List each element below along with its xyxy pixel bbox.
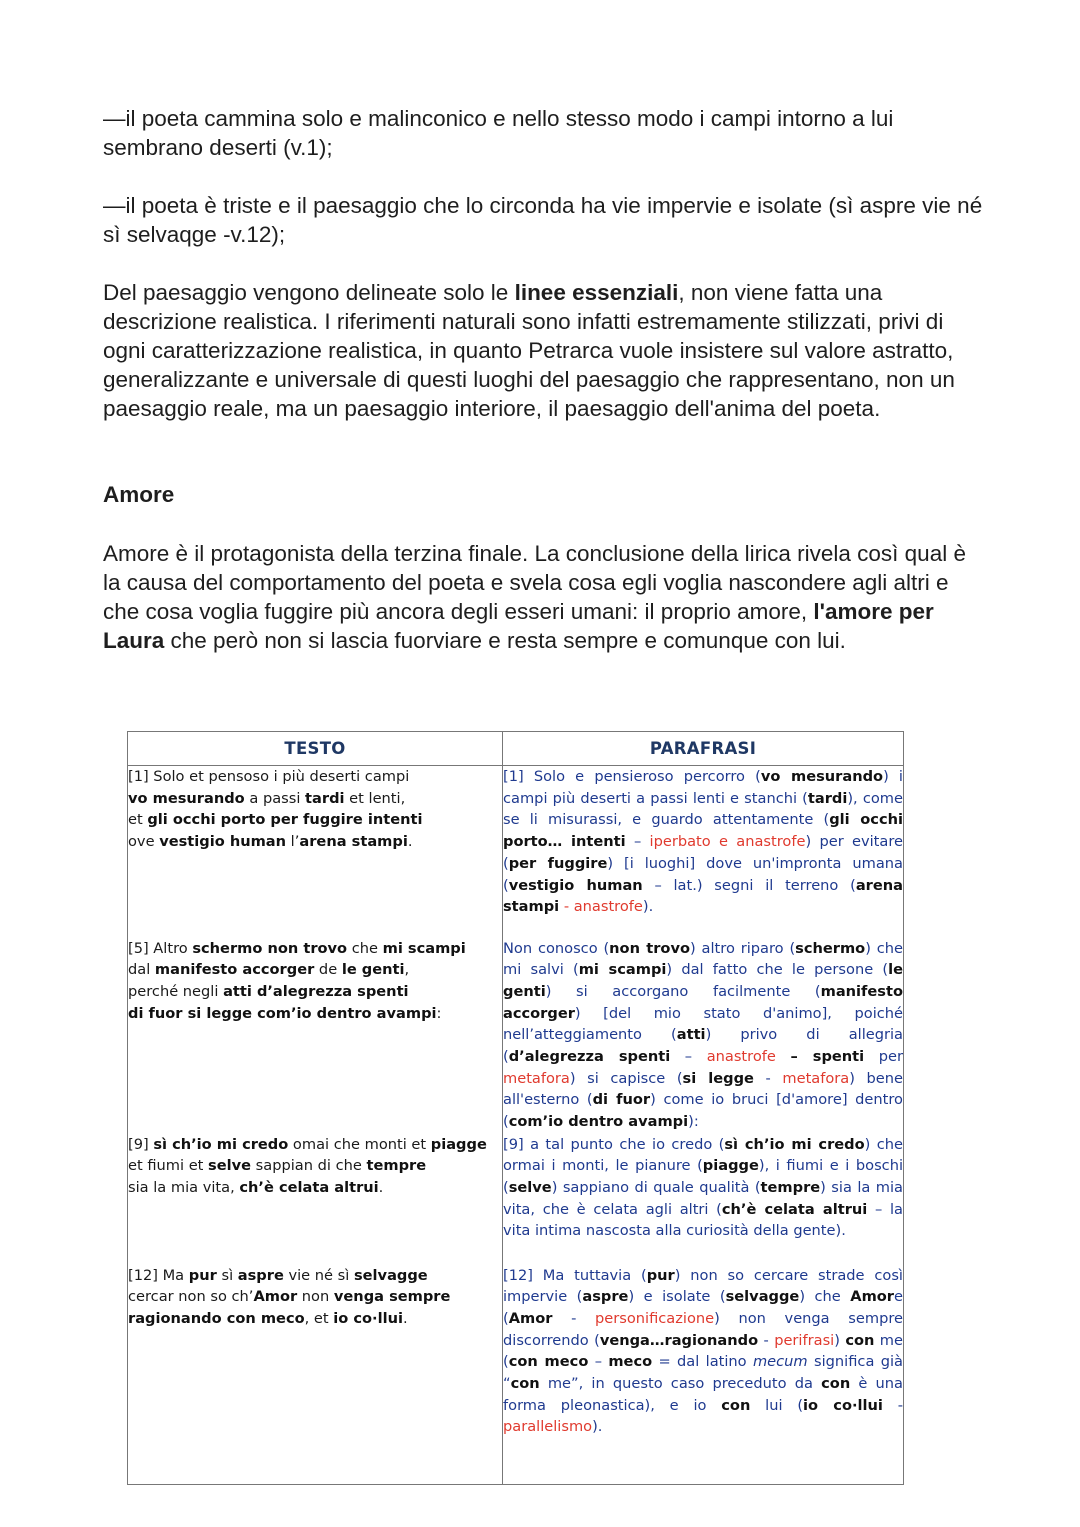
verse-line: vo mesurando a passi tardi et lenti, xyxy=(128,789,406,807)
love-text-a: Amore è il protagonista della terzina finale. La conclusione della lirica rivela così qual è la causa del comportamento del poeta e svela cosa egli voglia nascondere agli altri e che cosa voglia fuggire più ancora degli esseri umani: il proprio amore, xyxy=(103,541,966,624)
verse-line: [9] sì ch’io mi credo omai che monti et piagge xyxy=(128,1135,487,1153)
verse-line: dal manifesto accorger de le genti, xyxy=(128,961,410,979)
landscape-text-b: , non viene fatta una descrizione realistica. I riferimenti naturali sono infatti estremamente stilizzati, privi di ogni caratterizzazione realistica, in quanto Petrarca vuole insistere sul valore astratto, generalizzante e universale di questi luoghi del paesaggio che rappresentano, non un paesaggio reale, ma un paesaggio interiore, il paesaggio dell'anima del poeta. xyxy=(103,280,955,421)
verse-line: [1] Solo et pensoso i più deserti campi xyxy=(128,768,410,785)
verse-line: di fuor si legge com’io dentro avampi: xyxy=(128,1004,442,1022)
landscape-bold: linee essenziali xyxy=(514,280,679,305)
table-row xyxy=(128,766,904,938)
bullet-paragraph-2: —il poeta è triste e il paesaggio che lo circonda ha vie impervie e isolate (sì aspre vie né sì selvaqge -v.12); xyxy=(103,193,983,247)
love-paragraph xyxy=(103,539,983,655)
landscape-text-a: Del paesaggio vengono delineate solo le xyxy=(103,280,515,305)
parafrasi-cell: [12] Ma tuttavia (pur) non so cercare strade così impervie (aspre) e isolate (selvagge) che Amore (Amor - personificazione) non venga sempre discorrendo (venga…ragionando - perifrasi) con me (con meco – meco = dal latino mecum significa già “con me”, in questo caso preceduto da con è una forma pleonastica), e io con lui (io co·llui - parallelismo). xyxy=(503,1265,904,1485)
love-bold: l'amore per Laura xyxy=(103,599,934,653)
verse-line: ragionando con meco, et io co·llui. xyxy=(128,1309,408,1327)
testo-cell xyxy=(128,1265,503,1485)
verse-line: cercar non so ch’Amor non venga sempre xyxy=(128,1288,451,1306)
header-testo: TESTO xyxy=(128,732,503,766)
testo-cell xyxy=(128,766,503,938)
verse-line: [5] Altro schermo non trovo che mi scampi xyxy=(128,939,466,957)
verse-line: et fiumi et selve sappian di che tempre xyxy=(128,1157,427,1175)
section-heading-amore: Amore xyxy=(103,482,175,507)
verse-line: sia la mia vita, ch’è celata altrui. xyxy=(128,1178,384,1196)
bullet-paragraph-1: —il poeta cammina solo e malinconico e nello stesso modo i campi intorno a lui sembrano deserti (v.1); xyxy=(103,106,894,160)
verse-line: [12] Ma pur sì aspre vie né sì selvagge xyxy=(128,1266,428,1284)
verse-line: et gli occhi porto per fuggire intenti xyxy=(128,811,423,829)
header-parafrasi: PARAFRASI xyxy=(503,732,904,766)
parafrasi-cell: [9] a tal punto che io credo (sì ch’io mi credo) che ormai i monti, le pianure (piagge), i fiumi e i boschi (selve) sappiano di quale qualità (tempre) sia la mia vita, che è celata agli altri (ch’è celata altrui – la vita intima nascosta alla curiosità della gente). xyxy=(503,1134,904,1265)
table-row xyxy=(128,938,904,1134)
verse-line: perché negli atti d’alegrezza spenti xyxy=(128,982,409,1000)
parafrasi-cell: [1] Solo e pensieroso percorro (vo mesurando) i campi più deserti a passi lenti e stanchi (tardi), come se li misurassi, e guardo attentamente (gli occhi porto… intenti – iperbato e anastrofe) per evitare (per fuggire) [i luoghi] dove un'impronta umana (vestigio human – lat.) segni il terreno (arena stampi - anastrofe). xyxy=(503,766,904,938)
poem-paraphrase-table xyxy=(127,731,904,1485)
table-header-row xyxy=(128,732,904,766)
testo-cell xyxy=(128,1134,503,1265)
verse-line: ove vestigio human l’arena stampi. xyxy=(128,833,413,851)
table-row xyxy=(128,1134,904,1265)
parafrasi-cell: Non conosco (non trovo) altro riparo (schermo) che mi salvi (mi scampi) dal fatto che le persone (le genti) si accorgano facilmente (manifesto accorger) [del mio stato d'animo], poiché nell’atteggiamento (atti) privo di allegria (d’alegrezza spenti – anastrofe – spenti per metafora) si capisce (si legge - metafora) bene all'esterno (di fuor) come io bruci [d'amore] dentro (com’io dentro avampi): xyxy=(503,938,904,1134)
table-row xyxy=(128,1265,904,1485)
testo-cell xyxy=(128,938,503,1134)
love-text-b: che però non si lascia fuorviare e resta sempre e comunque con lui. xyxy=(164,628,846,653)
landscape-paragraph xyxy=(103,278,983,423)
